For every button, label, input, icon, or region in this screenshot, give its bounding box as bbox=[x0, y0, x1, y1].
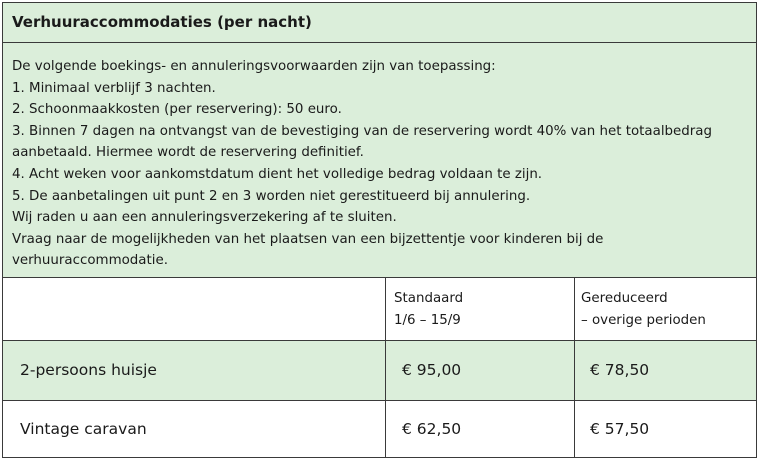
column-header-gereduceerd bbox=[581, 288, 706, 331]
terms-line: 4. Acht weken voor aankomstdatum dient het volledige bedrag voldaan te zijn. bbox=[12, 166, 543, 182]
price-standaard: € 62,50 bbox=[402, 420, 462, 438]
column-header-standaard bbox=[394, 288, 463, 331]
price-gereduceerd: € 78,50 bbox=[590, 361, 650, 379]
column-header-title: Standaard bbox=[394, 291, 464, 306]
column-header-period: – overige perioden bbox=[581, 312, 706, 328]
table-row bbox=[3, 401, 756, 457]
terms-line: aanbetaald. Hiermee wordt de reservering definitief. bbox=[12, 145, 364, 161]
terms-line: Wij raden u aan een annuleringsverzekering af te sluiten. bbox=[12, 210, 397, 226]
table-title-row bbox=[3, 3, 756, 43]
header-row bbox=[3, 278, 756, 341]
accommodation-name: Vintage caravan bbox=[20, 420, 147, 438]
terms-line: 3. Binnen 7 dagen na ontvangst van de bevestiging van de reservering wordt 40% van het totaalbedrag bbox=[12, 123, 713, 139]
terms-line: 5. De aanbetalingen uit punt 2 en 3 worden niet gerestitueerd bij annulering. bbox=[12, 188, 531, 204]
column-divider bbox=[574, 278, 575, 457]
terms-text bbox=[12, 56, 752, 272]
price-standaard: € 95,00 bbox=[402, 361, 462, 379]
rates-table bbox=[2, 2, 757, 458]
column-divider bbox=[385, 278, 386, 457]
terms-line: Vraag naar de mogelijkheden van het plaatsen van een bijzettentje voor kinderen bij de bbox=[12, 231, 604, 247]
terms-line: 1. Minimaal verblijf 3 nachten. bbox=[12, 80, 216, 96]
table-title: Verhuuraccommodaties (per nacht) bbox=[12, 13, 312, 31]
table-row bbox=[3, 341, 756, 401]
accommodation-name: 2-persoons huisje bbox=[20, 361, 157, 379]
column-header-title: Gereduceerd bbox=[581, 291, 668, 306]
terms-line: 2. Schoonmaakkosten (per reservering): 50 euro. bbox=[12, 102, 342, 118]
terms-line: verhuuraccommodatie. bbox=[12, 253, 168, 269]
terms-row bbox=[3, 43, 756, 278]
column-header-period: 1/6 – 15/9 bbox=[394, 312, 461, 328]
terms-line: De volgende boekings- en annuleringsvoorwaarden zijn van toepassing: bbox=[12, 59, 496, 74]
price-gereduceerd: € 57,50 bbox=[590, 420, 650, 438]
